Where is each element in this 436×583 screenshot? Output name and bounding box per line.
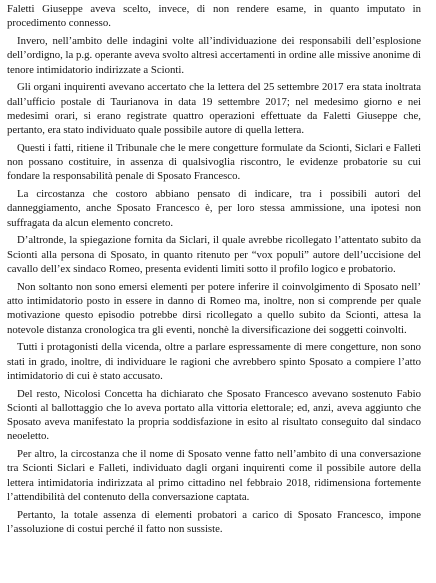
paragraph-9: Del resto, Nicolosi Concetta ha dichiarato che Sposato Francesco avevano sostenuto Fabio Scionti al ballottaggio che lo aveva portato alla vittoria elettorale; ed, anzi, aveva aggiunto che Sposato aveva manifestato la propria soddisfazione in esito al risultato conseguito dal sindaco neoeletto. <box>7 387 421 443</box>
paragraph-2: Invero, nell’ambito delle indagini volte all’individuazione dei responsabili dell’esplosione dell’ordigno, la p.g. operante aveva svolto altresì accertamenti in ordine alle missive anonime di tenore intimidatorio indirizzate a Scionti. <box>7 34 421 76</box>
paragraph-3: Gli organi inquirenti avevano accertato che la lettera del 25 settembre 2017 era stata inoltrata dall’ufficio postale di Taurianova in data 19 settembre 2017; nel medesimo giorno e nei medesimi orari, si erano registrate quattro operazioni effettuate da Faletti Giuseppe che, pertanto, era stato individuato quale possibile autore di quella lettera. <box>7 81 421 137</box>
paragraph-11: Pertanto, la totale assenza di elementi probatori a carico di Sposato Francesco, impone l’assoluzione di costui perché il fatto non sussiste. <box>7 508 421 535</box>
paragraph-4: Questi i fatti, ritiene il Tribunale che le mere congetture formulate da Scionti, Siclari e Falleti non possano costituire, in assenza di qualsivoglia riscontro, le evidenze probatorie su cui fondare la responsabilità penale di Sposato Francesco. <box>7 141 421 183</box>
paragraph-1: Faletti Giuseppe aveva scelto, invece, di non rendere esame, in quanto imputato in procedimento connesso. <box>7 3 421 30</box>
paragraph-8: Tutti i protagonisti della vicenda, oltre a parlare espressamente di mere congetture, non sono stati in grado, inoltre, di individuare le ragioni che avrebbero spinto Sposato a compiere l’atto intimidatorio di cui è stato accusato. <box>7 341 421 382</box>
paragraph-7: Non soltanto non sono emersi elementi per potere inferire il coinvolgimento di Sposato nell’ atto intimidatorio posto in essere in danno di Romeo ma, inoltre, non si comprende per quale motivazione questo episodio potrebbe dirsi ricollegato a quello subito da Scionti, attesa la notevole distanza cronologica tra gli eventi, nonchè la diversificazione dei soggetti coinvolti. <box>7 280 421 336</box>
paragraph-6: D’altronde, la spiegazione fornita da Siclari, il quale avrebbe ricollegato l’attentato subito da Scionti alla persona di Sposato, in quanto ritenuto per “vox populi” autore dell’uccisione del cavallo dell’ex sindaco Romeo, presenta evidenti limiti sotto il profilo logico e probatorio. <box>7 234 421 275</box>
paragraph-5: La circostanza che costoro abbiano pensato di indicare, tra i possibili autori del danneggiamento, anche Sposato Francesco è, per loro stessa ammissione, una ipotesi non suffragata da alcun elemento concreto. <box>7 188 421 229</box>
paragraph-10: Per altro, la circostanza che il nome di Sposato venne fatto nell’ambito di una conversazione tra Scionti Siclari e Falleti, individuato dagli organi inquirenti come il possibile autore della lettera intimidatoria indirizzata al primo cittadino nel febbraio 2018, ridimensiona fortemente l’attendibilità del contenuto della conversazione captata. <box>7 448 421 504</box>
